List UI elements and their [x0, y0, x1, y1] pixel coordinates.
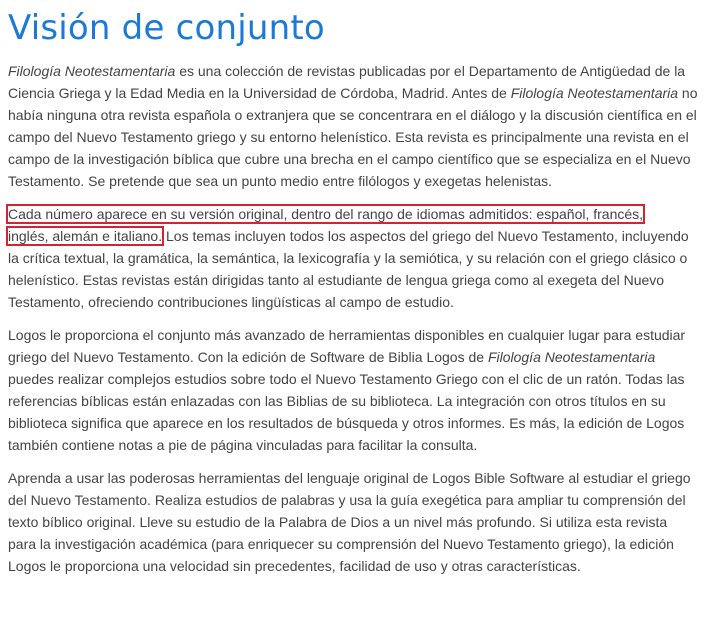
paragraph-learn: [8, 467, 698, 577]
paragraph-text: no había ninguna otra revista española o extranjera que se concentrara en el diálogo y la discusión científica en el campo del Nuevo Testamento griego y su entorno helenístico. Esta revista es principalmente una revista en el campo de la investigación bíblica que cubre una brecha en el campo científico que se especializa en el Nuevo Testamento. Se pretende que sea un punto medio entre filólogos y exegetas helenistas.: [8, 85, 698, 189]
journal-title-italic: Filología Neotestamentaria: [510, 85, 679, 101]
paragraph-text: Aprenda a usar las poderosas herramientas del lenguaje original de Logos Bible Software al estudiar el griego del Nuevo Testamento. Realiza estudios de palabras y usa la guía exegética para ampliar tu comprensión del texto bíblico original. Lleve su estudio de la Palabra de Dios a un nivel más profundo. Si utiliza esta revista para la investigación académica (para enriquecer su comprensión del Nuevo Testamento griego), la edición Logos le proporciona una velocidad sin precedentes, facilidad de uso y otras características.: [8, 470, 691, 574]
paragraph-languages: [8, 203, 698, 313]
article-content: [8, 0, 698, 577]
paragraph-logos-tools: [8, 324, 698, 456]
highlight-box-line1: Cada número aparece en su versión original, dentro del rango de idiomas admitidos: español, francés,: [8, 206, 644, 222]
page-title: Visión de conjunto: [8, 8, 325, 48]
journal-title-italic: Filología Neotestamentaria: [8, 63, 176, 79]
paragraph-text: Los temas incluyen todos los aspectos del griego del Nuevo Testamento, incluyendo la crítica textual, la gramática, la semántica, la lexicografía y la semiótica, y su relación con el griego clásico o helenístico. Estas revistas están dirigidas tanto al estudiante de lengua griega como al exegeta del Nuevo Testamento, ofreciendo contribuciones lingüísticas al campo de estudio.: [8, 228, 689, 310]
paragraph-text: puedes realizar complejos estudios sobre todo el Nuevo Testamento Griego con el clic de un ratón. Todas las referencias bíblicas están enlazadas con las Biblias de su biblioteca. La integración con otros títulos en su biblioteca significa que aparece en los resultados de búsqueda y otros informes. Es más, la edición de Logos también contiene notas a pie de página vinculadas para facilitar la consulta.: [8, 371, 685, 453]
highlight-box-line2: inglés, alemán e italiano.: [8, 228, 163, 244]
paragraph-text: es una colección de revistas publicadas por el Departamento de Antigüedad de la Ciencia Griega y la Edad Media en la Universidad de Córdoba, Madrid. Antes de: [8, 63, 686, 101]
paragraph-text: Logos le proporciona el conjunto más avanzado de herramientas disponibles en cualquier lugar para estudiar griego del Nuevo Testamento. Con la edición de Software de Biblia Logos de: [8, 327, 686, 365]
journal-title-italic: Filología Neotestamentaria: [487, 349, 656, 365]
paragraph-overview: [8, 60, 698, 192]
